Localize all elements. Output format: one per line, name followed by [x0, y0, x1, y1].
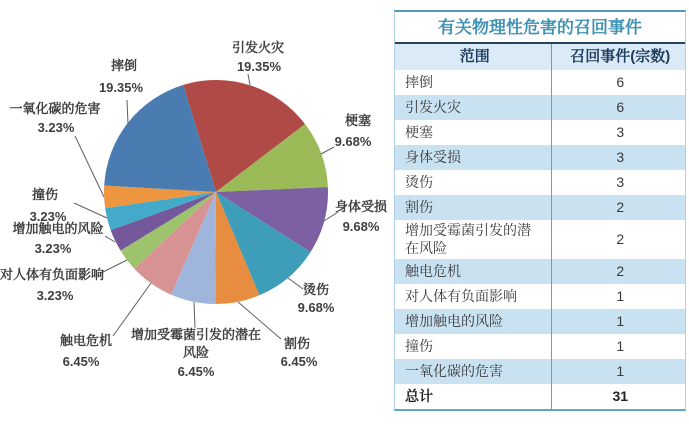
row-count-cell: 2 [616, 230, 625, 247]
table-row [395, 309, 685, 334]
slice-percent-label-5: 6.45% [177, 364, 215, 379]
table-row [395, 359, 685, 384]
slice-percent-label-4: 6.45% [280, 354, 318, 369]
row-scope-cell: 摔倒 [395, 70, 552, 95]
slice-label-1: 梗塞 [344, 113, 372, 128]
slice-label-4: 割伤 [283, 336, 311, 351]
slice-label-11: 摔倒 [110, 58, 138, 73]
leader-line-1 [321, 147, 334, 154]
row-scope-cell: 引发火灾 [395, 95, 552, 120]
slice-percent-label-6: 6.45% [62, 354, 100, 369]
row-count-cell: 1 [616, 362, 625, 379]
row-scope-cell: 增加触电的风险 [395, 309, 552, 334]
row-scope-cell: 割伤 [395, 195, 552, 220]
table-total-row [395, 384, 685, 409]
slice-label-7: 对人体有负面影响 [0, 267, 105, 282]
row-scope-cell: 梗塞 [395, 120, 552, 145]
row-scope-cell: 增加受霉菌引发的潜在风险 [395, 220, 552, 259]
slice-percent-label-0: 19.35% [236, 59, 282, 74]
table-row [395, 120, 685, 145]
row-count-cell: 2 [616, 262, 625, 279]
table-header-row [395, 44, 685, 70]
leader-line-9 [74, 203, 107, 218]
column-header-count: 召回事件(宗数) [570, 47, 671, 65]
slice-label-0: 引发火灾 [231, 40, 285, 55]
row-scope-cell: 身体受损 [395, 145, 552, 170]
slice-percent-label-10: 3.23% [37, 120, 75, 135]
leader-line-0 [248, 74, 250, 85]
row-count-cell: 6 [616, 98, 625, 115]
recall-table-panel [394, 10, 686, 411]
row-count-cell: 3 [616, 173, 625, 190]
table-row [395, 95, 685, 120]
table-row [395, 334, 685, 359]
leader-line-11 [127, 100, 128, 124]
column-header-scope: 范围 [395, 44, 552, 70]
table-row [395, 70, 685, 95]
total-value: 31 [612, 387, 629, 404]
slice-label-5: 增加受霉菌引发的潜在 [130, 327, 262, 342]
slice-percent-label-1: 9.68% [334, 134, 372, 149]
slice-percent-label-3: 9.68% [297, 300, 335, 315]
slice-percent-label-2: 9.68% [342, 219, 380, 234]
row-count-cell: 6 [616, 73, 625, 90]
slice-percent-label-7: 3.23% [36, 288, 74, 303]
slice-label-3: 烫伤 [302, 282, 330, 297]
row-scope-cell: 撞伤 [395, 334, 552, 359]
row-count-cell: 3 [616, 148, 625, 165]
slice-label-10: 一氧化碳的危害 [9, 101, 101, 116]
slice-label-9: 撞伤 [31, 187, 59, 202]
slice-percent-label-9: 3.23% [29, 209, 67, 224]
row-scope-cell: 烫伤 [395, 170, 552, 195]
slice-percent-label-8: 3.23% [34, 241, 72, 256]
row-count-cell: 1 [616, 287, 625, 304]
row-count-cell: 2 [616, 198, 625, 215]
table-title: 有关物理性危害的召回事件 [395, 12, 685, 44]
table-body [395, 70, 685, 384]
leader-line-5 [194, 302, 195, 328]
row-count-cell: 1 [616, 337, 625, 354]
table-row [395, 145, 685, 170]
leader-line-7 [101, 260, 127, 273]
row-count-cell: 1 [616, 312, 625, 329]
slice-label-8: 增加触电的风险 [12, 221, 104, 236]
table-row [395, 220, 685, 259]
leader-line-10 [75, 136, 104, 197]
row-scope-cell: 对人体有负面影响 [395, 284, 552, 309]
total-label: 总计 [395, 384, 552, 409]
table-row [395, 259, 685, 284]
row-count-cell: 3 [616, 123, 625, 140]
slice-label-5: 风险 [182, 345, 210, 360]
table-row [395, 284, 685, 309]
table-row [395, 170, 685, 195]
row-scope-cell: 一氧化碳的危害 [395, 359, 552, 384]
leader-line-3 [288, 278, 303, 289]
row-scope-cell: 触电危机 [395, 259, 552, 284]
slice-percent-label-11: 19.35% [98, 80, 144, 95]
slice-label-6: 触电危机 [59, 333, 113, 348]
table-row [395, 195, 685, 220]
slice-label-2: 身体受损 [334, 199, 388, 214]
